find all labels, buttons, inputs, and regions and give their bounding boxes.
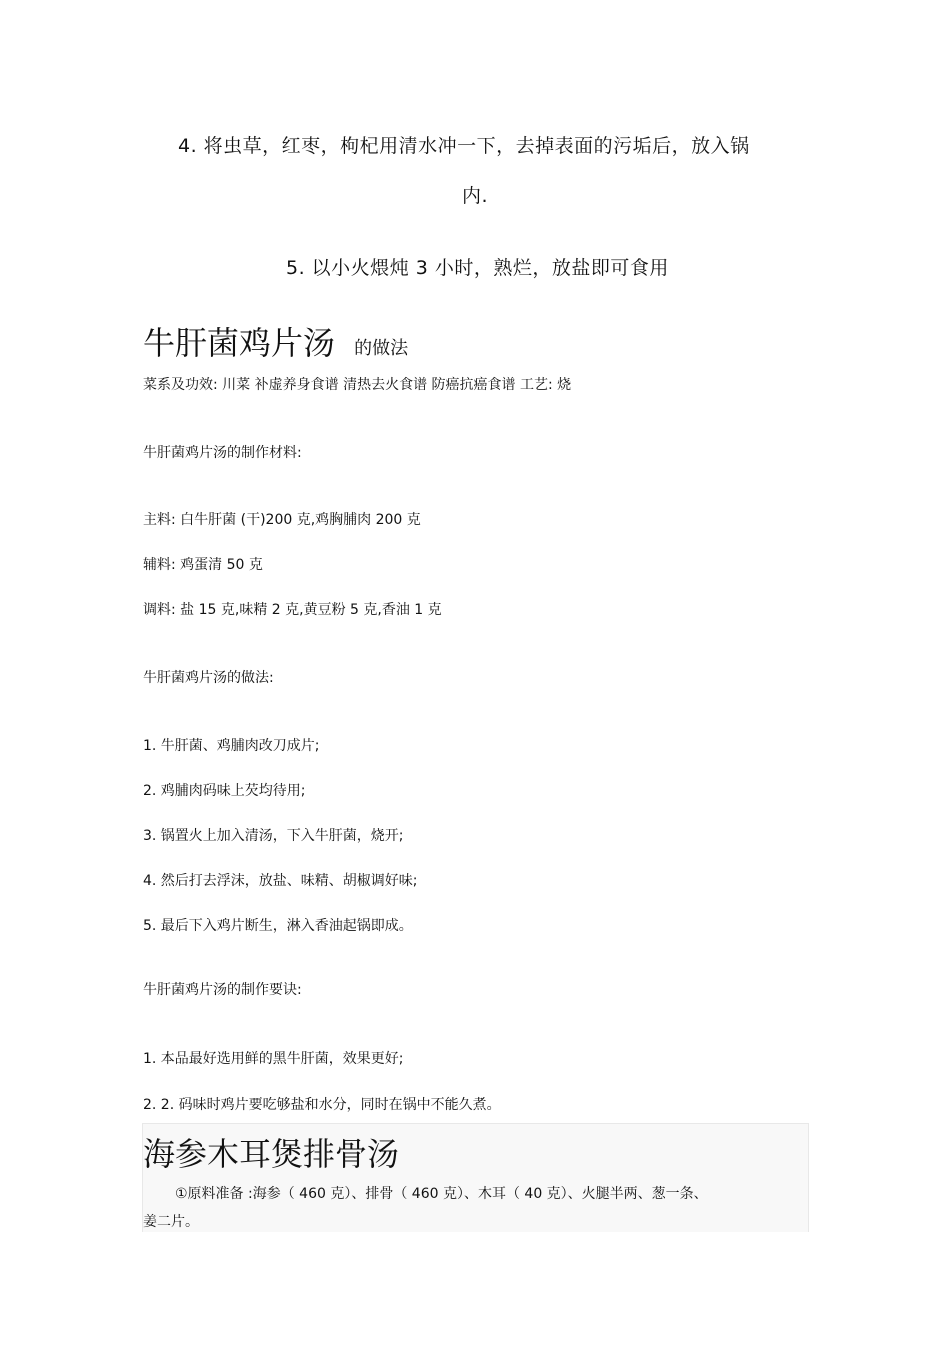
step-4-line-1: 4. 将虫草，红枣，枸杞用清水冲一下，去掉表面的污垢后，放入锅 [178,135,750,157]
recipe-1-title: 牛肝菌鸡片汤 [143,324,336,362]
recipe-2-prep-line-2: 姜二片。 [143,1214,199,1230]
recipe-1-title-suffix: 的做法 [354,338,409,359]
method-step: 3. 锅置火上加入清汤，下入牛肝菌，烧开; [143,828,404,844]
step-5: 5. 以小火煨炖 3 小时，熟烂，放盐即可食用 [286,257,669,279]
method-step: 4. 然后打去浮沫，放盐、味精、胡椒调好味; [143,873,418,889]
category-line: 菜系及功效: 川菜 补虚养身食谱 清热去火食谱 防癌抗癌食谱 工艺: 烧 [143,377,572,393]
recipe-2-title: 海参木耳煲排骨汤 [143,1135,400,1173]
main-ingredients: 主料: 白牛肝菌 (干)200 克,鸡胸脯肉 200 克 [143,512,421,528]
method-heading: 牛肝菌鸡片汤的做法: [143,670,274,686]
tip-item: 2. 2. 码味时鸡片要吃够盐和水分，同时在锅中不能久煮。 [143,1097,501,1113]
method-step: 5. 最后下入鸡片断生，淋入香油起锅即成。 [143,918,413,934]
method-step: 1. 牛肝菌、鸡脯肉改刀成片; [143,738,320,754]
auxiliary-ingredients: 辅料: 鸡蛋清 50 克 [143,557,263,573]
recipe-2-prep-line-1: ①原料准备 :海参（ 460 克）、排骨（ 460 克）、木耳（ 40 克）、火腿半两、葱一条、 [175,1186,708,1202]
method-step: 2. 鸡脯肉码味上芡均待用; [143,783,306,799]
recipe-1-heading [143,318,408,364]
tip-item: 1. 本品最好选用鲜的黑牛肝菌，效果更好; [143,1051,404,1067]
materials-heading: 牛肝菌鸡片汤的制作材料: [143,445,302,461]
step-4-line-2: 内. [462,185,489,207]
seasoning: 调料: 盐 15 克,味精 2 克,黄豆粉 5 克,香油 1 克 [143,602,442,618]
tips-heading: 牛肝菌鸡片汤的制作要诀: [143,982,302,998]
